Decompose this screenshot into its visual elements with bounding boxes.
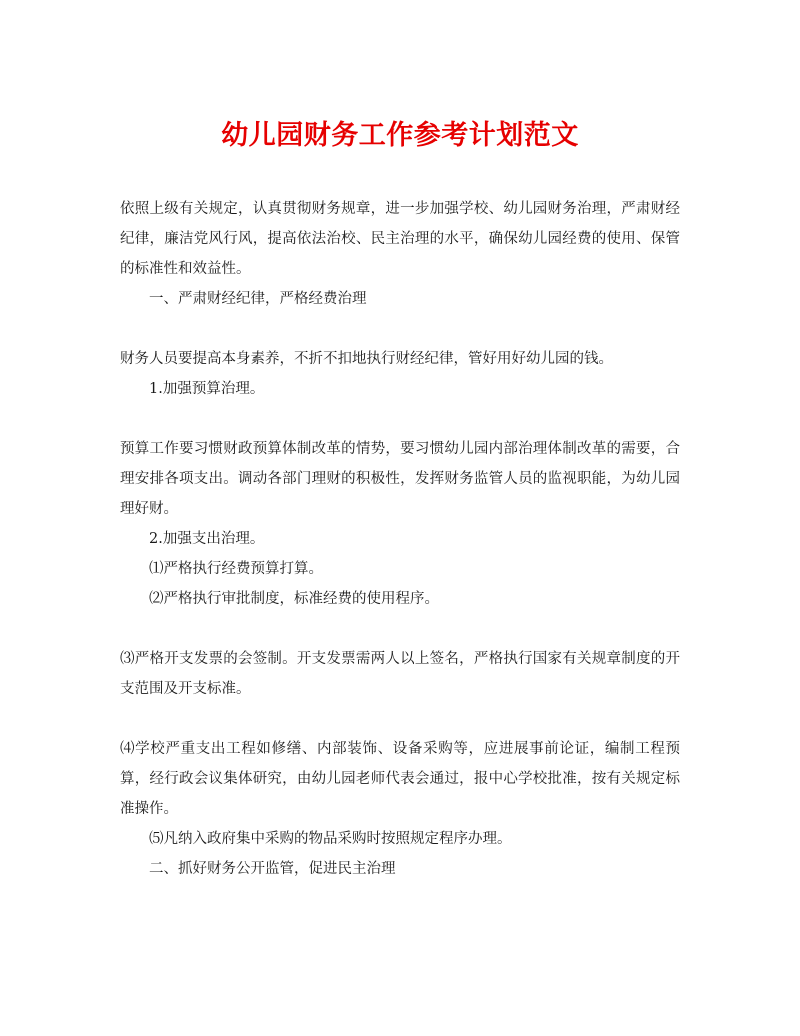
paragraph-gap [120, 314, 680, 344]
section-heading-1: 一、严肃财经纪律，严格经费治理 [149, 291, 367, 307]
paragraph-intro: 依照上级有关规定，认真贯彻财务规章，进一步加强学校、幼儿园财务治理，严肃财经纪律，廉洁党风行风，提高依法治校、民主治理的水平，确保幼儿园经费的使用、保管的标准性和效益性。 [120, 201, 680, 277]
subheading-budget: 1.加强预算治理。 [149, 381, 265, 397]
document-title: 幼儿园财务工作参考计划范文 [221, 120, 579, 151]
list-item-2: ⑵严格执行审批制度，标准经费的使用程序。 [149, 591, 439, 607]
list-item-3: ⑶严格开支发票的会签制。开支发票需两人以上签名，严格执行国家有关规章制度的开支范围及开支标准。 [120, 651, 680, 697]
section-heading-2: 二、抓好财务公开监管，促进民主治理 [149, 861, 396, 877]
list-item-5: ⑸凡纳入政府集中采购的物品采购时按照规定程序办理。 [149, 831, 512, 847]
list-item-1: ⑴严格执行经费预算打算。 [149, 561, 323, 577]
list-item-4: ⑷学校严重支出工程如修缮、内部装饰、设备采购等，应进展事前论证，编制工程预算，经行政会议集体研究，由幼儿园老师代表会通过，报中心学校批准，按有关规定标准操作。 [120, 741, 680, 817]
paragraph-gap [120, 704, 680, 734]
paragraph-gap [120, 614, 680, 644]
paragraph-gap [120, 404, 680, 434]
subheading-expense: 2.加强支出治理。 [149, 531, 265, 547]
paragraph-budget: 预算工作要习惯财政预算体制改革的情势，要习惯幼儿园内部治理体制改革的需要，合理安排各项支出。调动各部门理财的积极性，发挥财务监管人员的监视职能，为幼儿园理好财。 [120, 441, 680, 517]
document-body [120, 194, 680, 884]
paragraph-staff: 财务人员要提高本身素养，不折不扣地执行财经纪律，管好用好幼儿园的钱。 [120, 351, 613, 367]
